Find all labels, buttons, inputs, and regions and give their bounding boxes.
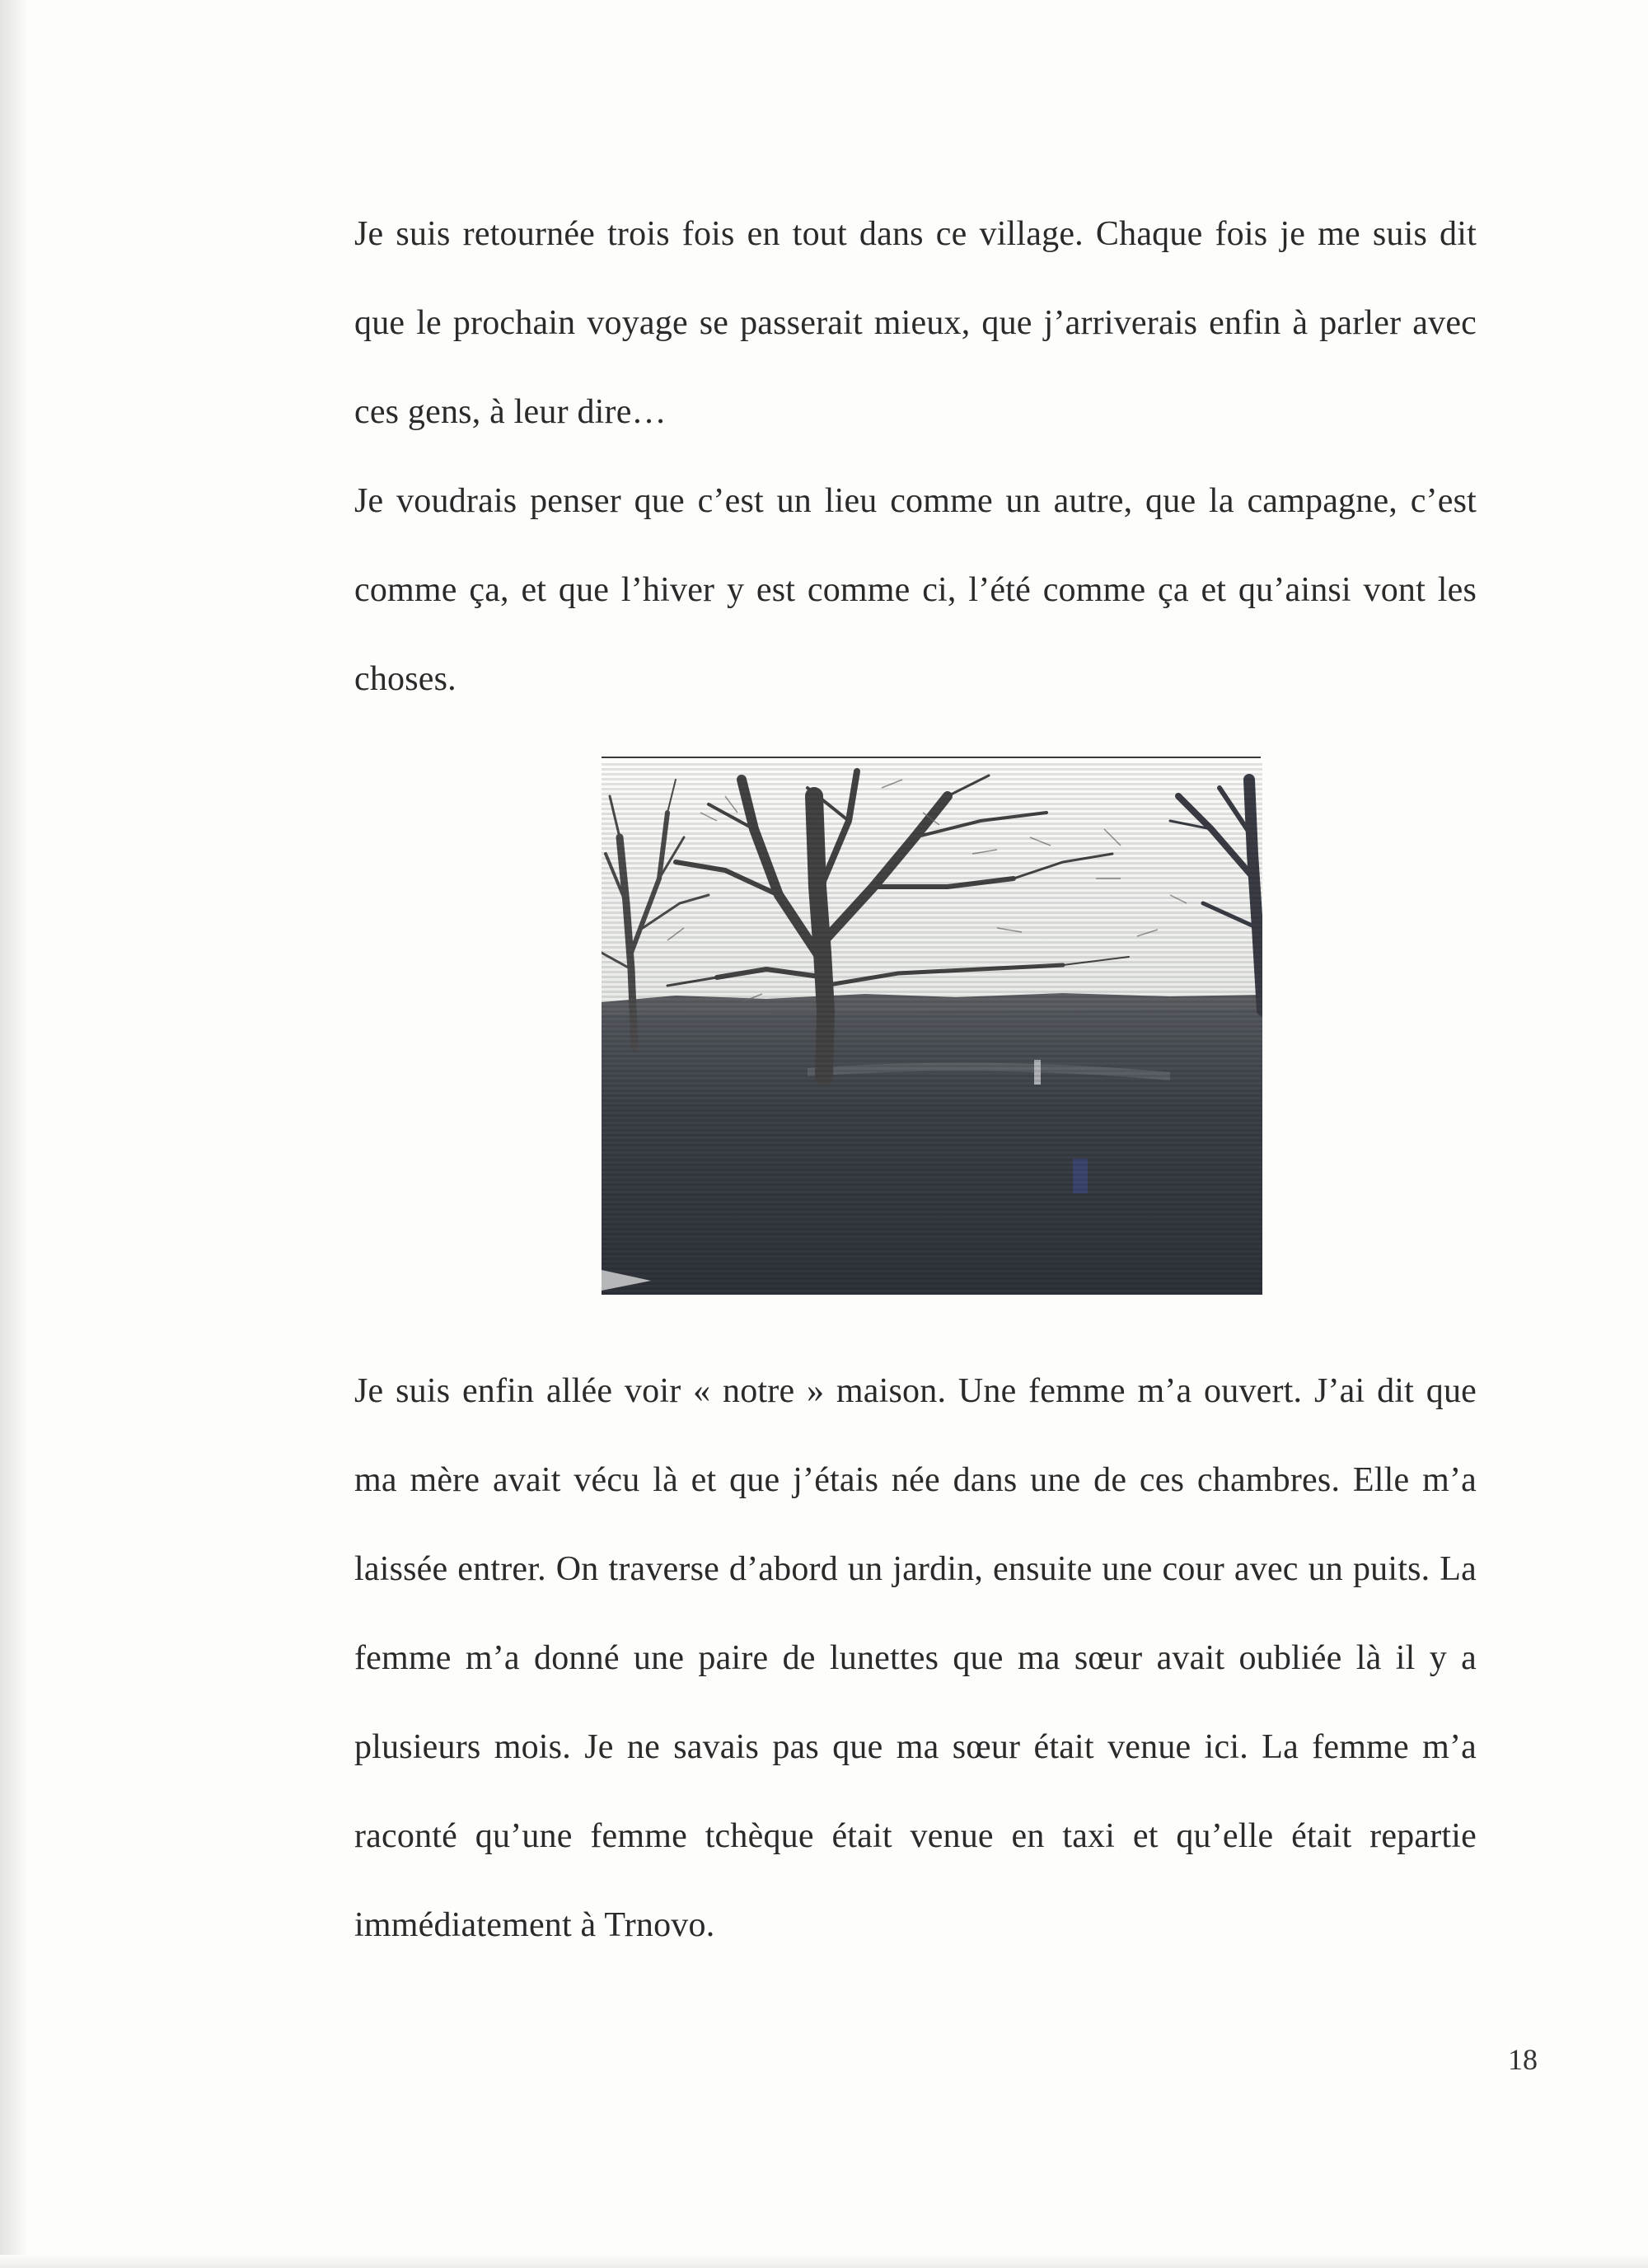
paragraph-village: Je suis retournée trois fois en tout dans ce village. Chaque fois je me suis dit que le prochain voyage se passerait mieux, que j’arriverais enfin à parler avec ces gens, à leur dire…	[354, 215, 1477, 431]
paragraph-lieu: Je voudrais penser que c’est un lieu comme un autre, que la campagne, c’est comme ça, et que l’hiver y est comme ci, l’été comme ça et qu’ainsi vont les choses.	[354, 482, 1477, 698]
figure-top-rule	[602, 757, 1261, 758]
winter-trees-photo	[602, 763, 1262, 1295]
scan-edge-left	[0, 0, 28, 2268]
text-block-bottom	[354, 1347, 1477, 1970]
paragraph-maison: Je suis enfin allée voir « notre » maison. Une femme m’a ouvert. J’ai dit que ma mère avait vécu là et que j’étais née dans une de ces chambres. Elle m’a laissée entrer. On traverse d’abord un jardin, ensuite une cour avec un puits. La femme m’a donné une paire de lunettes que ma sœur avait oubliée là il y a plusieurs mois. Je ne savais pas que ma sœur était venue ici. La femme m’a raconté qu’une femme tchèque était venue en taxi et qu’elle était repartie immédiatement à Trnovo.	[354, 1372, 1477, 1944]
photo-figure	[602, 757, 1261, 1295]
scan-edge-bottom	[0, 2255, 1648, 2268]
text-block-top	[354, 190, 1477, 724]
page-number: 18	[1508, 2043, 1538, 2076]
